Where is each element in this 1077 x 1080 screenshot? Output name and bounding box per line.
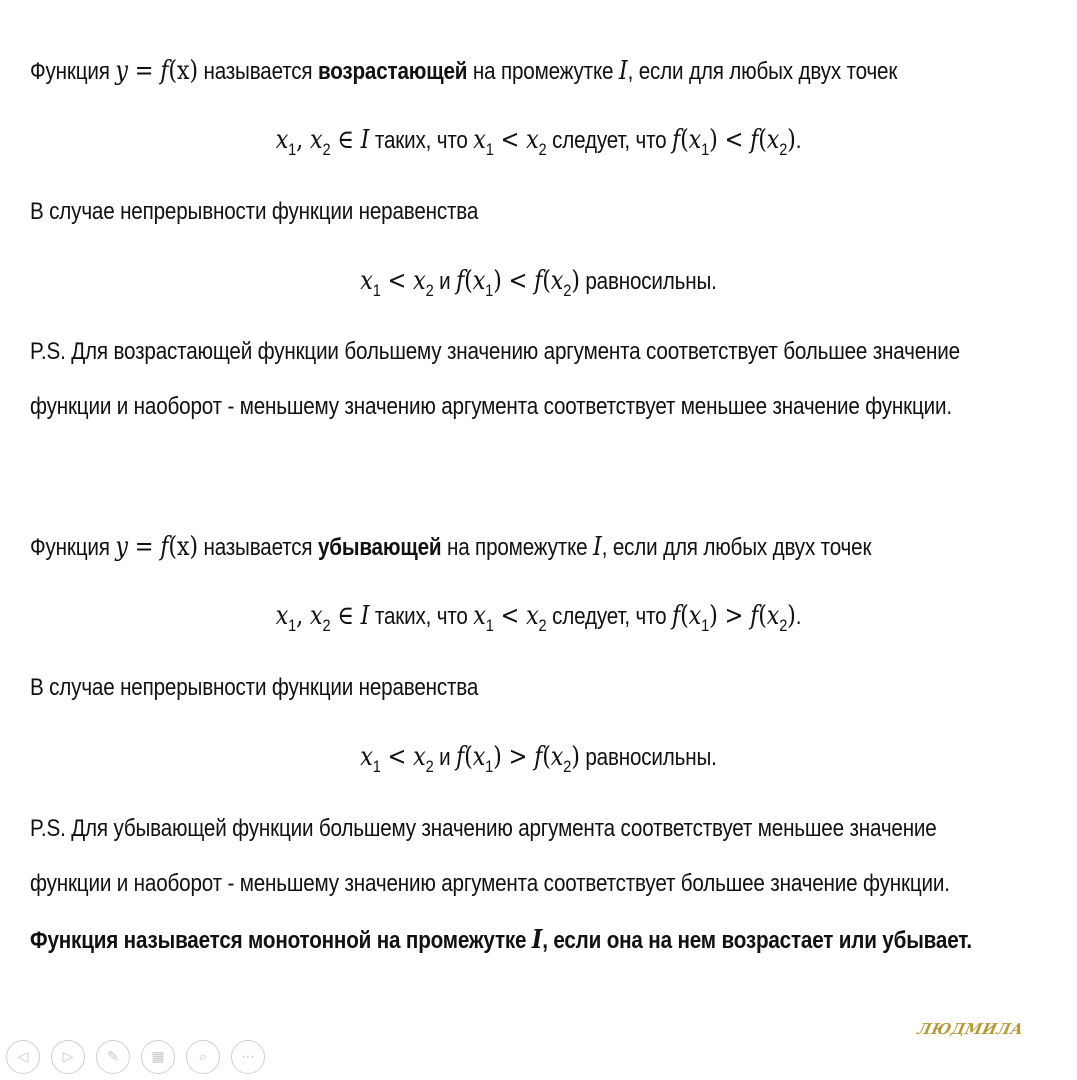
- next-icon[interactable]: ▷: [51, 1040, 85, 1074]
- zoom-icon[interactable]: ⌕: [186, 1040, 220, 1074]
- pen-icon[interactable]: ✎: [96, 1040, 130, 1074]
- continuity-note-1: В случае непрерывности функции неравенства: [30, 198, 479, 225]
- prev-icon[interactable]: ◁: [6, 1040, 40, 1074]
- decreasing-definition-line2: $x_1$, $x_2$ ∈ I таких, что $x_1 < x_2$ следует, что $f(x_1) > f(x_2)$.: [275, 601, 802, 635]
- ps-increasing-line1: P.S. Для возрастающей функции большему значению аргумента соответствует большее значение: [30, 338, 960, 365]
- slide-navigation-bar: [6, 1040, 265, 1074]
- continuity-note-2: В случае непрерывности функции неравенства: [30, 674, 479, 701]
- ps-decreasing-line1: P.S. Для убывающей функции большему значению аргумента соответствует меньшее значение: [30, 815, 937, 842]
- ps-decreasing-line2: функции и наоборот - меньшему значению аргумента соответствует большее значение функции.: [30, 870, 950, 897]
- more-icon[interactable]: ⋯: [231, 1040, 265, 1074]
- monotonic-summary: Функция называется монотонной на промежутке I, если она на нем возрастает или убывает.: [30, 925, 972, 955]
- author-signature: ЛЮДМИЛА: [916, 1020, 1026, 1038]
- ps-increasing-line2: функции и наоборот - меньшему значению аргумента соответствует меньшее значение функции.: [30, 393, 952, 420]
- increasing-definition-line2: $x_1$, $x_2$ ∈ I таких, что $x_1 < x_2$ следует, что $f(x_1) < f(x_2)$.: [275, 125, 802, 159]
- equivalence-line-2: $x_1 < x_2$ и $f(x_1) > f(x_2)$ равносильны.: [360, 742, 717, 776]
- slides-icon[interactable]: ▦: [141, 1040, 175, 1074]
- equivalence-line-1: $x_1 < x_2$ и $f(x_1) < f(x_2)$ равносильны.: [360, 266, 717, 300]
- decreasing-definition-line1: Функция y = f(x) называется убывающей на промежутке I, если для любых двух точек: [30, 532, 872, 562]
- increasing-definition-line1: Функция y = f(x) называется возрастающей на промежутке I, если для любых двух точек: [30, 56, 898, 86]
